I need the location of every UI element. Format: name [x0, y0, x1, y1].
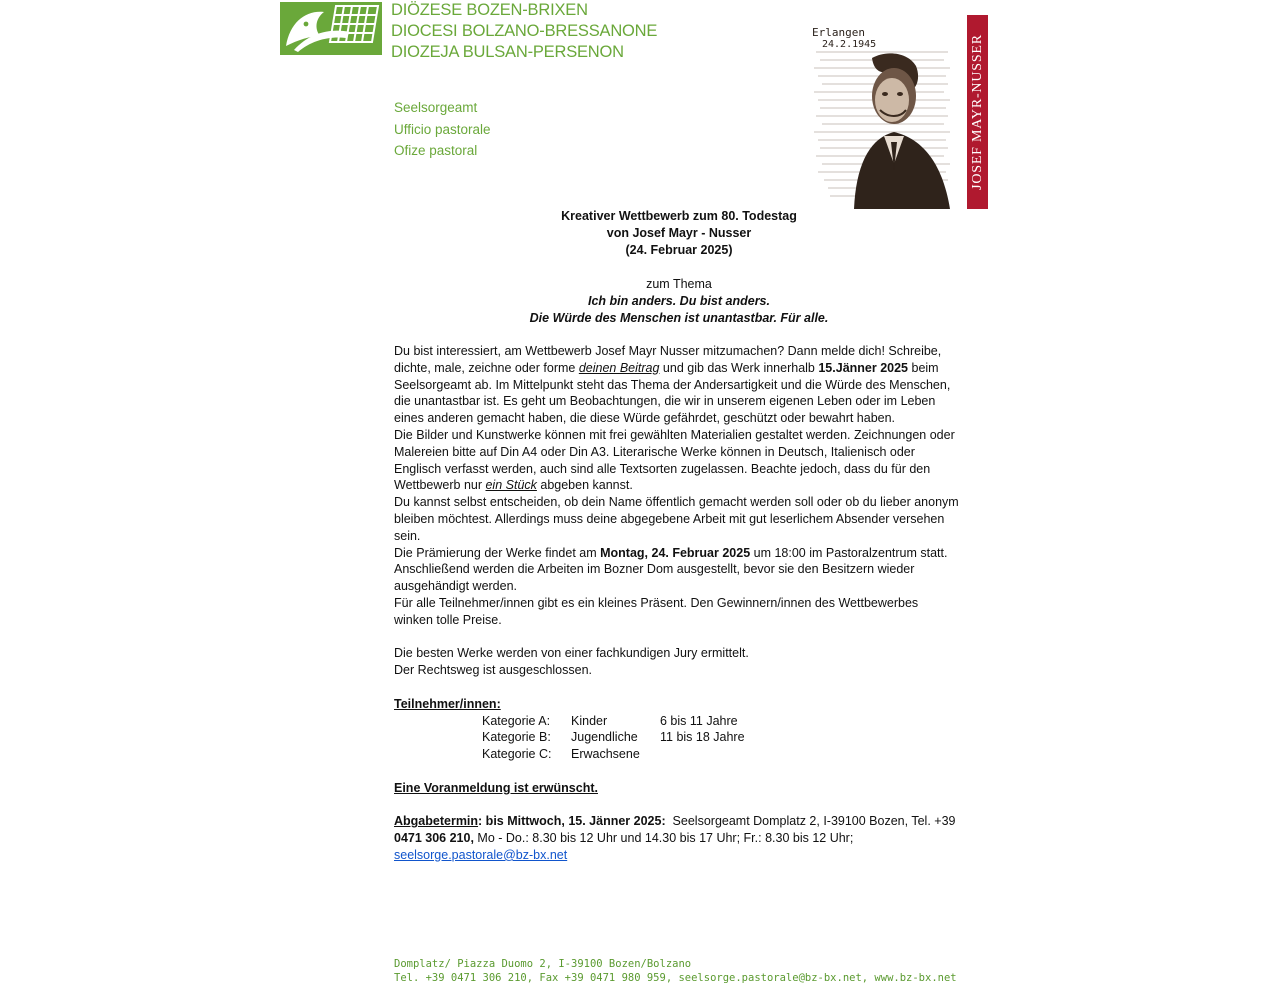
deadline-phone: 0471 306 210, — [394, 831, 474, 846]
deadline-paragraph — [394, 813, 960, 863]
title-line-1: Kreativer Wettbewerb zum 80. Todestag — [561, 209, 797, 223]
office-name-it: Ufficio pastorale — [394, 121, 491, 137]
footer-address: Domplatz/ Piazza Duomo 2, I-39100 Bozen/Bolzano — [394, 958, 692, 970]
portrait-image — [808, 14, 958, 209]
paragraph-intro: Du bist interessiert, am Wettbewerb Josef Mayr Nusser mitzumachen? Dann melde dich! Schreibe, dichte, male, zeichne oder forme deinen Beitrag und gib das Werk innerhalb 15.Jänner 2025 beim Seelsorgeamt ab. Im Mittelpunkt steht das Thema der Andersartigkeit und die Würde des Menschen, die unantastbar ist. Es geht um Beobachtungen, die wir in unserem eigenen Leben oder im Leben eines anderen gemacht haben, die diese Würde gefährdet, geschützt oder bewahrt haben. — [394, 344, 951, 426]
diocese-logo — [280, 2, 382, 55]
diocese-name-de: DIÖZESE BOZEN-BRIXEN — [391, 1, 588, 19]
dove-flag-icon — [280, 2, 382, 55]
category-row: Kategorie A: Kinder 6 bis 11 Jahre — [482, 713, 738, 728]
category-row: Kategorie B: Jugendliche 11 bis 18 Jahre — [482, 730, 745, 745]
title-line-2: von Josef Mayr - Nusser — [606, 226, 752, 240]
deadline-date: : bis Mittwoch, 15. Jänner 2025: — [478, 814, 666, 829]
title-block — [394, 208, 964, 327]
diocese-names — [391, 0, 657, 63]
name-banner-text: JOSEF MAYR-NUSSER — [969, 34, 985, 190]
portrait-caption-date: 24.2.1945 — [822, 39, 877, 50]
diocese-name-it: DIOCESI BOLZANO-BRESSANONE — [391, 22, 658, 40]
email-link[interactable]: seelsorge.pastorale@bz-bx.net — [394, 847, 568, 862]
footer — [394, 958, 957, 985]
award-date-bold: Montag, 24. Februar 2025 — [600, 545, 751, 560]
paragraph-award: Die Prämierung der Werke findet am Montag, 24. Februar 2025 um 18:00 im Pastoralzentrum statt. Anschließend werden die Arbeiten im Bozner Dom ausgestellt, bevor sie den Besitzern wieder ausgehändigt werden. — [394, 545, 948, 594]
category-row: Kategorie C: Erwachsene — [482, 747, 640, 762]
theme-line-2: Die Würde des Menschen ist unantastbar. Für alle. — [529, 311, 829, 325]
name-banner — [967, 15, 988, 209]
body-text — [394, 343, 960, 864]
office-name-de: Seelsorgeamt — [394, 100, 478, 115]
paragraph-jury: Die besten Werke werden von einer fachkundigen Jury ermittelt. — [394, 646, 749, 661]
deadline-date-bold: 15.Jänner 2025 — [818, 360, 909, 375]
title-line-3: (24. Februar 2025) — [625, 243, 733, 257]
theme-label: zum Thema — [646, 277, 712, 291]
theme-line-1: Ich bin anders. Du bist anders. — [588, 294, 770, 308]
emphasis-ein-stueck: ein Stück — [485, 478, 537, 493]
preregistration-note: Eine Voranmeldung ist erwünscht. — [394, 780, 598, 795]
diocese-name-lad: DIOZEJA BULSAN-PERSENON — [391, 43, 624, 61]
paragraph-prizes: Für alle Teilnehmer/innen gibt es ein kleines Präsent. Den Gewinnern/innen des Wettbewerbes winken tolle Preise. — [394, 595, 919, 627]
office-names — [394, 97, 491, 162]
deadline-label: Abgabetermin — [394, 814, 479, 829]
portrait-caption-place: Erlangen — [812, 26, 865, 39]
paragraph-materials: Die Bilder und Kunstwerke können mit frei gewählten Materialien gestaltet werden. Zeichnungen oder Malereien bitte auf Din A4 oder Din A3. Literarische Werke können in Deutsch, Italienisch oder Englisch verfasst werden, auch sind alle Textsorten zugelassen. Beachte jedoch, dass du für den Wettbewerb nur ein Stück abgeben kannst. — [394, 427, 955, 493]
office-hours: Mo - Do.: 8.30 bis 12 Uhr und 14.30 bis 17 Uhr; Fr.: 8.30 bis 12 Uhr; — [473, 831, 854, 846]
participants-heading: Teilnehmer/innen: — [394, 696, 501, 711]
paragraph-legal: Der Rechtsweg ist ausgeschlossen. — [394, 663, 593, 678]
office-name-lad: Ofize pastoral — [394, 143, 478, 158]
emphasis-deinen-beitrag: deinen Beitrag — [578, 360, 660, 375]
paragraph-anonymity: Du kannst selbst entscheiden, ob dein Name öffentlich gemacht werden soll oder ob du lieber anonym bleiben möchtest. Allerdings muss deine abgegebene Arbeit mit gut leserlichem Absender versehen sein. — [394, 495, 959, 543]
footer-contact: Tel. +39 0471 306 210, Fax +39 0471 980 959, seelsorge.pastorale@bz-bx.net, www.bz-bx.net — [394, 971, 957, 984]
deadline-address: Seelsorgeamt Domplatz 2, I-39100 Bozen, Tel. +39 — [665, 814, 959, 829]
